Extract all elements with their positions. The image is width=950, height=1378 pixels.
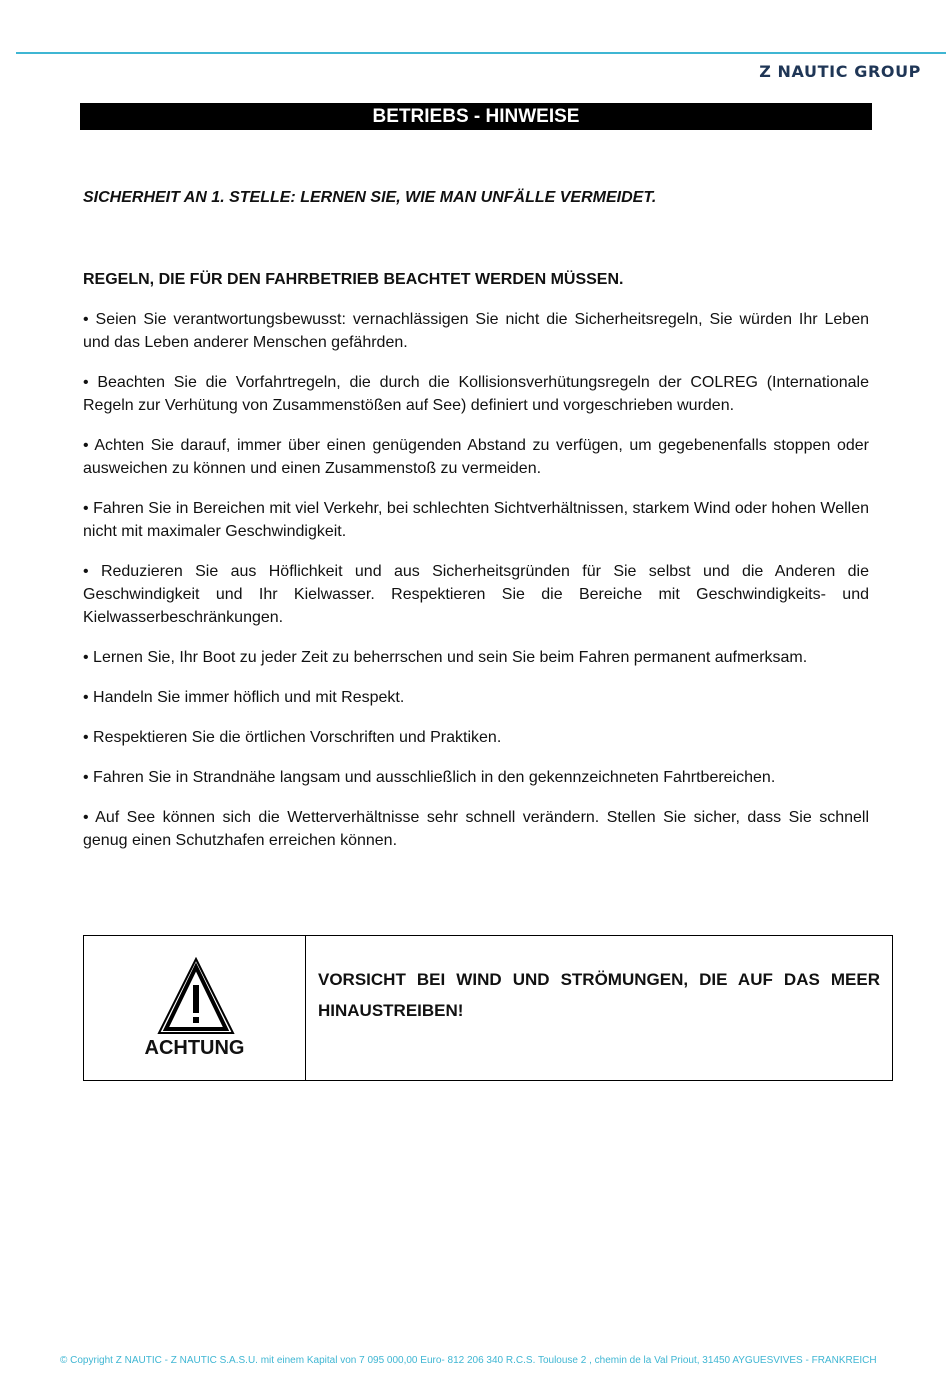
rule-item: • Seien Sie verantwortungsbewusst: vernachlässigen Sie nicht die Sicherheitsregeln, Sie würden Ihr Leben und das Leben anderer Menschen gefährden. [83, 311, 869, 351]
warning-triangle-icon [157, 957, 235, 1035]
warning-message: VORSICHT BEI WIND UND STRÖMUNGEN, DIE AUF DAS MEER HINAUSTREIBEN! [318, 970, 880, 1020]
footer-copyright: © Copyright Z NAUTIC - Z NAUTIC S.A.S.U. mit einem Kapital von 7 095 000,00 Euro- 812 206 340 R.C.S. Toulouse 2 , chemin de la Val Priout, 31450 AYGUESVIVES - FRANKREICH [60, 1355, 877, 1366]
rule-item: • Auf See können sich die Wetterverhältnisse sehr schnell verändern. Stellen Sie sicher, dass Sie schnell genug einen Schutzhafen erreichen können. [83, 809, 869, 849]
brand-logo: Z NAUTIC GROUP [759, 62, 921, 81]
header-rule [16, 52, 946, 54]
warning-box [83, 935, 893, 1081]
warning-label: ACHTUNG [144, 1037, 245, 1059]
rule-item: • Handeln Sie immer höflich und mit Respekt. [83, 689, 405, 706]
rule-item: • Respektieren Sie die örtlichen Vorschriften und Praktiken. [83, 729, 502, 746]
rule-item: • Fahren Sie in Strandnähe langsam und ausschließlich in den gekennzeichneten Fahrtbereichen. [83, 769, 776, 786]
rule-item: • Achten Sie darauf, immer über einen genügenden Abstand zu verfügen, um gegebenenfalls stoppen oder ausweichen zu können und einen Zusammenstoß zu vermeiden. [83, 437, 869, 477]
rule-item: • Reduzieren Sie aus Höflichkeit und aus Sicherheitsgründen für Sie selbst und die Anderen die Geschwindigkeit und Ihr Kielwasser. Respektieren Sie die Bereiche mit Geschwindigkeits- und Kielwasserbeschränkungen. [83, 563, 869, 626]
rule-item: • Lernen Sie, Ihr Boot zu jeder Zeit zu beherrschen und sein Sie beim Fahren permanent aufmerksam. [83, 649, 808, 666]
section-subtitle: SICHERHEIT AN 1. STELLE: LERNEN SIE, WIE MAN UNFÄLLE VERMEIDET. [83, 189, 657, 206]
rule-item: • Fahren Sie in Bereichen mit viel Verkehr, bei schlechten Sichtverhältnissen, starkem Wind oder hohen Wellen nicht mit maximaler Geschwindigkeit. [83, 500, 869, 540]
rules-heading: REGELN, DIE FÜR DEN FAHRBETRIEB BEACHTET WERDEN MÜSSEN. [83, 271, 624, 288]
warning-badge [84, 936, 306, 1080]
main-content [83, 186, 869, 869]
rule-item: • Beachten Sie die Vorfahrtregeln, die durch die Kollisionsverhütungsregeln der COLREG (Internationale Regeln zur Verhütung von Zusammenstößen auf See) definiert und vorgeschrieben wurden. [83, 374, 869, 414]
page-title: BETRIEBS - HINWEISE [80, 103, 872, 130]
